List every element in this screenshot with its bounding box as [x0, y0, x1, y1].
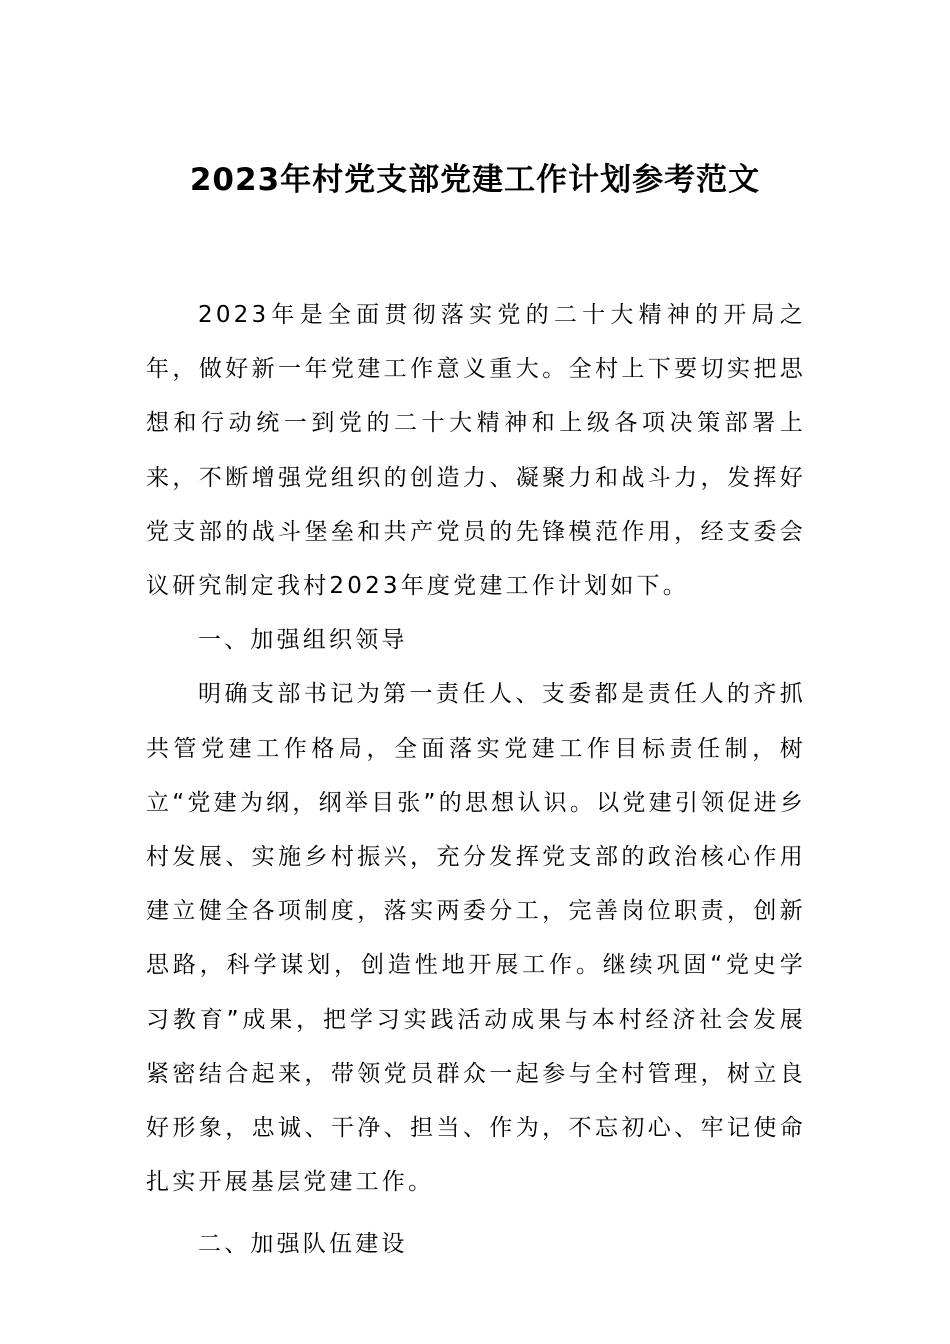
- section-1-paragraph: 明确支部书记为第一责任人、支委都是责任人的齐抓共管党建工作格局，全面落实党建工作目标责任制，树立“党建为纲，纲举目张”的思想认识。以党建引领促进乡村发展、实施乡村振兴，充分发挥党支部的政治核心作用建立健全各项制度，落实两委分工，完善岗位职责，创新思路，科学谋划，创造性地开展工作。继续巩固“党史学习教育”成果，把学习实践活动成果与本村经济社会发展紧密结合起来，带领党员群众一起参与全村管理，树立良好形象，忠诚、干净、担当、作为，不忘初心、牢记使命扎实开展基层党建工作。: [146, 681, 806, 1196]
- document-body: [146, 288, 806, 1272]
- section-heading-1: 一、加强组织领导: [198, 627, 408, 654]
- document-title: 2023年村党支部党建工作计划参考范文: [189, 162, 761, 198]
- intro-paragraph: 2023年是全面贯彻落实党的二十大精神的开局之年，做好新一年党建工作意义重大。全村上下要切实把思想和行动统一到党的二十大精神和上级各项决策部署上来，不断增强党组织的创造力、凝聚力和战斗力，发挥好党支部的战斗堡垒和共产党员的先锋模范作用，经支委会议研究制定我村2023年度党建工作计划如下。: [146, 302, 806, 600]
- section-heading-2: 二、加强队伍建设: [198, 1231, 408, 1258]
- paragraph-spacer: [146, 1209, 806, 1217]
